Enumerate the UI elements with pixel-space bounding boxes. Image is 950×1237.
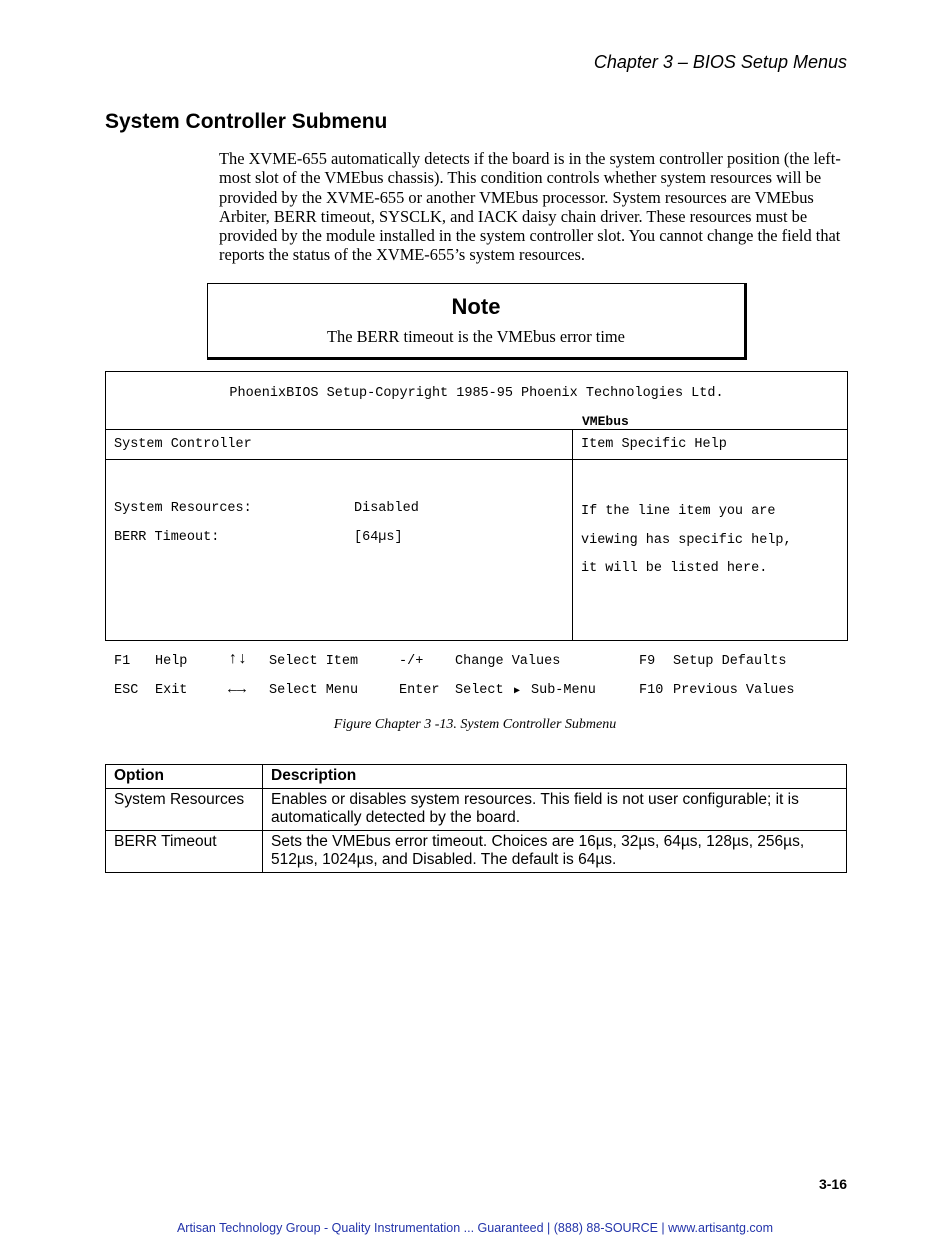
key-previous-values-label: Previous Values bbox=[673, 683, 795, 698]
column-header: Option bbox=[106, 765, 263, 789]
bios-copyright: PhoenixBIOS Setup-Copyright 1985-95 Phoenix Technologies Ltd. bbox=[229, 386, 724, 401]
help-line: viewing has specific help, bbox=[581, 532, 792, 548]
page-number: 3-16 bbox=[818, 1176, 847, 1192]
bios-item-label: BERR Timeout: bbox=[114, 530, 220, 545]
figure-caption: Figure Chapter 3 -13. System Controller Submenu bbox=[333, 717, 617, 732]
table-header-row bbox=[106, 765, 847, 789]
key-change-values-label: Change Values bbox=[455, 654, 561, 669]
table-row bbox=[106, 831, 847, 873]
key-esc: ESC bbox=[114, 683, 139, 698]
options-table bbox=[105, 764, 847, 873]
triangle-right-icon: ▶ bbox=[514, 686, 521, 697]
column-header: Description bbox=[263, 765, 847, 789]
key-help-label: Help bbox=[155, 654, 188, 669]
bios-menu-tab-vmebus[interactable]: VMEbus bbox=[582, 414, 629, 429]
option-description: Enables or disables system resources. This field is not user configurable; it is automatically detected by the board. bbox=[263, 789, 847, 831]
key-select-label: Select bbox=[455, 683, 504, 698]
section-title: System Controller Submenu bbox=[105, 110, 388, 133]
intro-paragraph: The XVME-655 automatically detects if the board is in the system controller position (the left-most slot of the VMEbus chassis). This condition controls whether system resources will be provided by the XVME-655 or another VMEbus processor. System resources are VMEbus Arbiter, BERR timeout, SYSCLK, and IACK daisy chain driver. These resources must be provided by the module installed in the system controller slot. You cannot change the field that reports the status of the XVME-655’s system resources. bbox=[219, 149, 841, 265]
bios-left-heading: System Controller bbox=[114, 437, 252, 452]
key-exit-label: Exit bbox=[155, 683, 188, 698]
note-title: Note bbox=[451, 294, 501, 319]
chapter-header: Chapter 3 – BIOS Setup Menus bbox=[593, 52, 847, 72]
key-enter: Enter bbox=[399, 683, 440, 698]
help-line: it will be listed here. bbox=[581, 561, 768, 576]
key-f10: F10 bbox=[639, 683, 664, 698]
bios-column-divider bbox=[572, 429, 573, 640]
bios-item-system-resources[interactable] bbox=[114, 501, 419, 516]
left-right-arrows-icon: ←→ bbox=[228, 681, 247, 698]
note-text: The BERR timeout is the VMEbus error time bbox=[327, 327, 625, 346]
bios-divider bbox=[106, 429, 847, 430]
key-select-menu-label: Select Menu bbox=[269, 683, 359, 698]
option-name: BERR Timeout bbox=[106, 831, 263, 873]
key-setup-defaults-label: Setup Defaults bbox=[673, 654, 787, 669]
option-description: Sets the VMEbus error timeout. Choices are 16µs, 32µs, 64µs, 128µs, 256µs, 512µs, 1024µs, and Disabled. The default is 64µs. bbox=[263, 831, 847, 873]
bios-item-berr-timeout[interactable] bbox=[114, 530, 403, 545]
key-select-item-label: Select Item bbox=[269, 654, 359, 669]
footer-link[interactable]: Artisan Technology Group - Quality Instrumentation ... Guaranteed | (888) 88-SOURCE | www.artisantg.com bbox=[176, 1221, 774, 1235]
bios-right-heading: Item Specific Help bbox=[581, 437, 727, 452]
up-down-arrows-icon: ↑↓ bbox=[228, 650, 248, 668]
option-name: System Resources bbox=[106, 789, 263, 831]
key-f1: F1 bbox=[114, 654, 131, 669]
bios-item-value: Disabled bbox=[354, 501, 419, 516]
bios-screen bbox=[105, 371, 848, 641]
bios-divider bbox=[106, 459, 847, 460]
bios-help-text bbox=[581, 498, 792, 584]
bios-item-label: System Resources: bbox=[114, 501, 252, 516]
note-box bbox=[207, 283, 747, 360]
key-f9: F9 bbox=[639, 654, 656, 669]
key-sub-menu-label: Sub-Menu bbox=[531, 683, 596, 698]
help-line: If the line item you are bbox=[581, 504, 776, 519]
table-row bbox=[106, 789, 847, 831]
bios-item-value: [64µs] bbox=[354, 530, 403, 545]
key-minus-plus: -/+ bbox=[399, 654, 424, 669]
